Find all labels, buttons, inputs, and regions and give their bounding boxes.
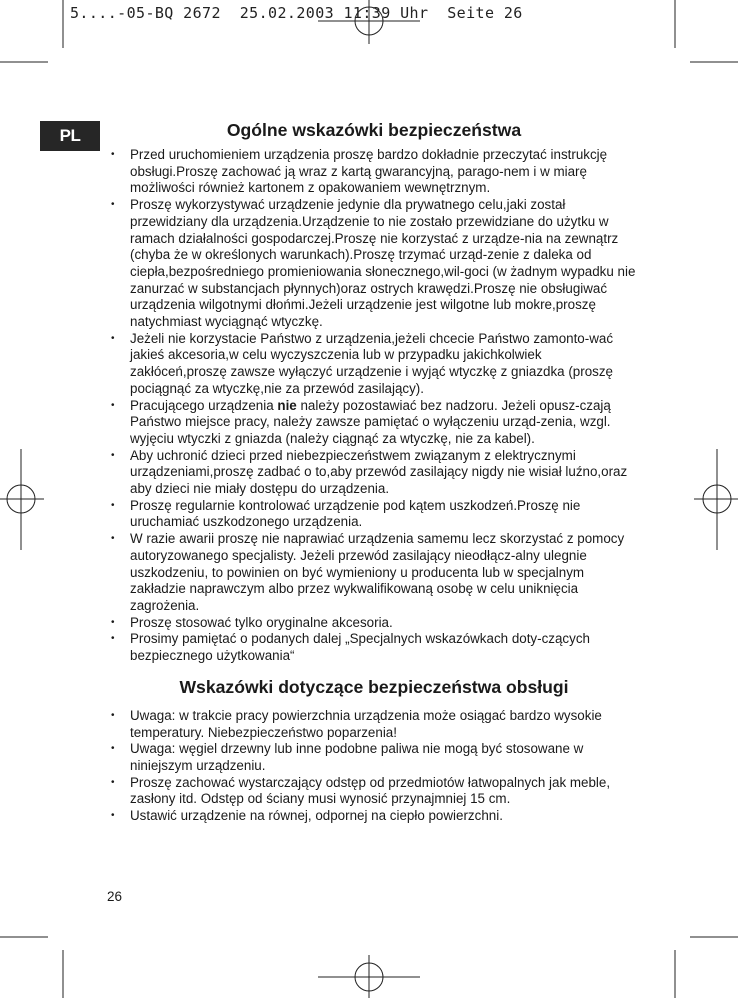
general-safety-list: [108, 147, 636, 665]
section-title-operating-safety: Wskazówki dotyczące bezpieczeństwa obsługi: [179, 676, 569, 697]
list-item: • Aby uchronić dzieci przed niebezpieczeństwem związanym z elektrycznymi urządzeniami,proszę zadbać o to,aby przewód zasilający nigdy nie wisiał luźno,oraz aby dzieci nie miały dostępu do urządzenia.: [108, 448, 636, 498]
list-item: • Ustawić urządzenie na równej, odpornej na ciepło powierzchni.: [108, 808, 636, 825]
list-item: • Uwaga: węgiel drzewny lub inne podobne paliwa nie mogą być stosowane w niniejszym urządzeniu.: [108, 741, 636, 774]
list-item: • Uwaga: w trakcie pracy powierzchnia urządzenia może osiągać bardzo wysokie temperatury. Niebezpieczeństwo poparzenia!: [108, 708, 636, 741]
list-item: [108, 398, 636, 448]
page-content: [108, 119, 636, 825]
list-item: • Prosimy pamiętać o podanych dalej „Specjalnych wskazówkach doty-czących bezpiecznego użytkowania“: [108, 631, 636, 664]
page-number: 26: [107, 889, 123, 904]
item-text-start: Pracującego urządzenia: [130, 397, 278, 413]
section-title-general-safety: Ogólne wskazówki bezpieczeństwa: [226, 120, 522, 140]
list-item: • Proszę regularnie kontrolować urządzenie pod kątem uszkodzeń.Proszę nie uruchamiać uszkodzonego urządzenia.: [108, 498, 636, 531]
item-text-end: należy pozostawiać bez nadzoru. Jeżeli opusz-czają Państwo miejsce pracy, należy zawsze pamiętać o wyłączeniu urząd-zenia, wzgl. wyjęciu wtyczki z gniazda (należy ciągnąć za wtyczkę, nie za kabel).: [130, 397, 611, 446]
list-item: • Proszę zachować wystarczający odstęp od przedmiotów łatwopalnych jak meble, zasłony itd. Odstęp od ściany musi wynosić przynajmniej 15 cm.: [108, 775, 636, 808]
operating-safety-list: [108, 708, 636, 825]
list-item: • Jeżeli nie korzystacie Państwo z urządzenia,jeżeli chcecie Państwo zamonto-wać jakieś akcesoria,w celu wyczyszczenia lub w przypadku jakichkolwiek zakłóceń,proszę zawsze wyłączyć urządzenie i wyjąć wtyczkę z gniazdka (proszę pociągnąć za wtyczkę,nie za przewód zasilający).: [108, 331, 636, 398]
list-item: • W razie awarii proszę nie naprawiać urządzenia samemu lecz skorzystać z pomocy autoryzowanego specjalisty. Jeżeli przewód zasilający nieodłącz-alny ulegnie uszkodzeniu, to powinien on być wymieniony u producenta lub w specjalnym zakładzie naprawczym albo przez wykwalifikowaną osobę w celu uniknięcia zagrożenia.: [108, 531, 636, 615]
print-slug-line: 5....-05-BQ 2672 25.02.2003 11:39 Uhr Seite 26: [70, 4, 523, 22]
emphasis-text: nie: [277, 397, 297, 413]
list-item: • Proszę wykorzystywać urządzenie jedynie dla prywatnego celu,jaki został przewidziany dla urządzenia.Urządzenie to nie zostało przewidziane do użytku w ramach działalności gospodarczej.Proszę nie korzystać z urządze-nia na zewnątrz (chyba że w określonych warunkach).Proszę trzymać urząd-zenie z daleka od ciepła,bezpośredniego promieniowania słonecznego,wil-goci (w żadnym wypadku nie zanurzać w substancjach płynnych)oraz ostrych krawędzi.Proszę nie obsługiwać urządzenia wilgotnymi dłońmi.Jeżeli urządzenie jest wilgotne lub mokre,proszę natychmiast wyciągnąć wtyczkę.: [108, 197, 636, 331]
list-item: • Proszę stosować tylko oryginalne akcesoria.: [108, 615, 636, 632]
list-item: • Przed uruchomieniem urządzenia proszę bardzo dokładnie przeczytać instrukcję obsługi.Proszę zachować ją wraz z kartą gwarancyjną, parago-nem i w miarę możliwości również kartonem z opakowaniem wewnętrznym.: [108, 147, 636, 197]
language-tab: PL: [40, 121, 100, 151]
